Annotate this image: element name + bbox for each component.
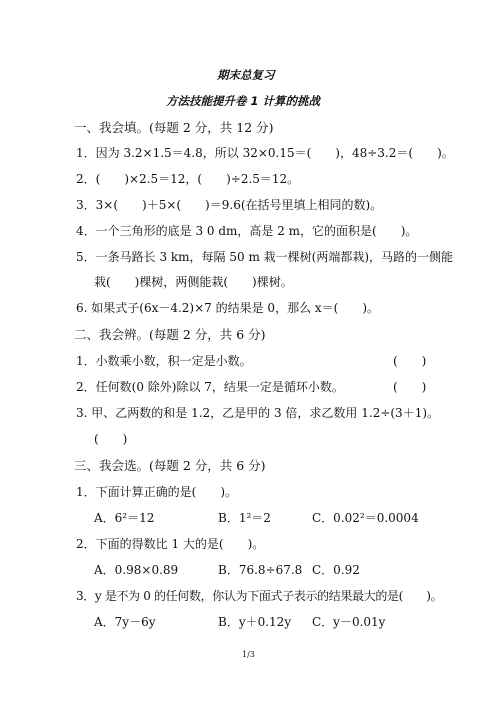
answer-paren-2-3: ( ) [94,432,128,446]
question-1-4: 4．一个三角形的底是 3 0 dm，高是 2 m，它的面积是( )。 [76,224,418,238]
question-3-2: 2．下面的得数比 1 大的是( )。 [76,537,265,551]
page-subtitle: 方法技能提升卷 1 计算的挑战 [166,94,321,108]
option-3-3-b: B．y＋0.12y [218,615,292,629]
section-1-heading: 一、我会填。(每题 2 分，共 12 分) [74,120,274,135]
answer-paren-2-1: ( ) [393,354,427,368]
option-3-3-a: A．7y－6y [94,615,156,629]
question-2-1: 1．小数乘小数，积一定是小数。 [76,354,252,368]
question-1-5-line2: 栽( )棵树，两侧能栽( )棵树。 [94,275,293,289]
option-3-3-c: C．y－0.01y [312,615,386,629]
question-1-5-line1: 5．一条马路长 3 km，每隔 50 m 栽一棵树(两端都栽)，马路的一侧能 [76,250,454,264]
question-1-2: 2．( )×2.5＝12，( )÷2.5＝12。 [76,172,300,186]
section-3-heading: 三、我会选。(每题 2 分，共 6 分) [74,458,266,473]
question-3-1: 1．下面计算正确的是( )。 [76,485,237,499]
question-1-3: 3．3×( )＋5×( )＝9.6(在括号里填上相同的数)。 [76,198,383,212]
option-3-2-c: C．0.92 [312,563,360,577]
page-number: 1/3 [242,650,255,659]
question-3-3: 3．y 是不为 0 的任何数，你认为下面式子表示的结果最大的是( )。 [76,589,443,603]
option-3-2-a: A．0.98×0.89 [94,563,179,577]
option-3-2-b: B．76.8÷67.8 [218,563,303,577]
question-2-3: 3. 甲、乙两数的和是 1.2，乙是甲的 3 倍，求乙数用 1.2÷(3＋1)。 [76,406,440,420]
answer-paren-2-2: ( ) [393,380,427,394]
option-3-1-c: C．0.02²＝0.0004 [312,511,419,525]
section-2-heading: 二、我会辨。(每题 2 分，共 6 分) [74,327,266,342]
option-3-1-a: A．6²＝12 [94,511,155,525]
question-2-2: 2．任何数(0 除外)除以 7，结果一定是循环小数。 [76,380,344,394]
question-1-6: 6. 如果式子(6x－4.2)×7 的结果是 0，那么 x＝( )。 [76,301,380,315]
option-3-1-b: B．1²＝2 [218,511,271,525]
question-1-1: 1．因为 3.2×1.5＝4.8，所以 32×0.15＝( )，48÷3.2＝( )。 [76,146,454,160]
page-title: 期末总复习 [217,68,275,82]
